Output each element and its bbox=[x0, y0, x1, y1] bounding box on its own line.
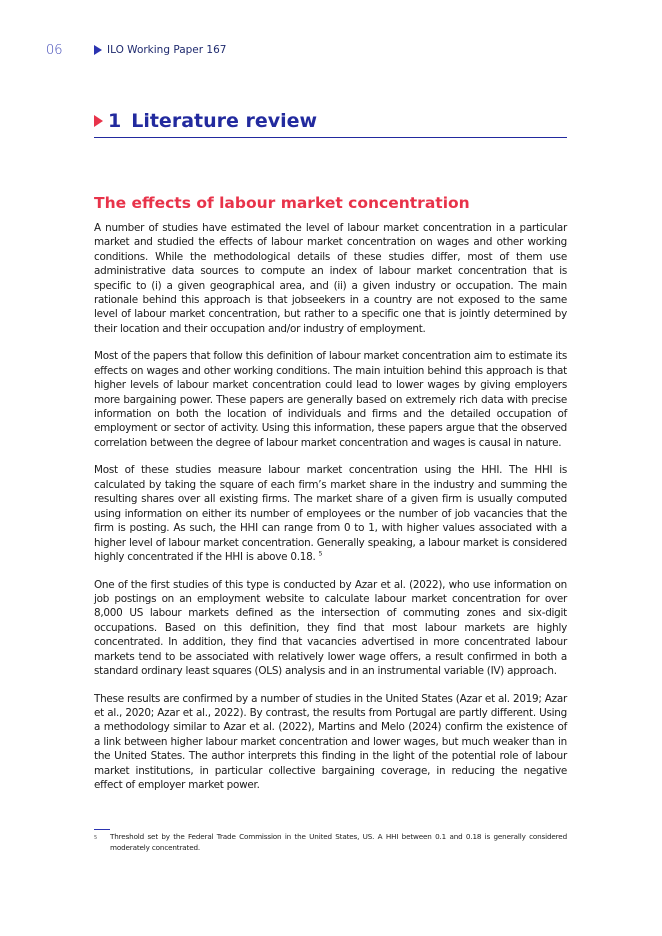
paragraph: One of the first studies of this type is conducted by Azar et al. (2022), who use information on job postings on an employment website to calculate labour market concentration for over 8,000 US labour markets defined as the intersection of commuting zones and six-digit occupations. Based on this definition, they find that most labour markets are highly concentrated. In addition, they find that vacancies advertised in more concentrated labour markets tend to be associated with relatively lower wage offers, a result confirmed in both a standard ordinary least squares (OLS) analysis and in an instrumental variable (IV) approach. bbox=[94, 578, 567, 677]
page-number: 06 bbox=[46, 43, 63, 58]
chapter-number: 1 bbox=[108, 110, 122, 132]
chapter-divider bbox=[94, 137, 567, 138]
triangle-bullet-icon bbox=[94, 45, 102, 55]
running-title: ILO Working Paper 167 bbox=[107, 44, 227, 56]
footnote bbox=[94, 832, 567, 853]
paragraph: Most of the papers that follow this definition of labour market concentration aim to estimate its effects on wages and other working conditions. The main intuition behind this approach is that higher levels of labour market concentration could lead to lower wages by giving employers more bargaining power. These papers are generally based on extremely rich data with precise information on both the location of individuals and firms and the detailed occupation of employment or sector of activity. Using this information, these papers argue that the observed correlation between the degree of labour market concentration and wages is causal in nature. bbox=[94, 350, 567, 449]
paragraph-text: Most of these studies measure labour market concentration using the HHI. The HHI is calculated by taking the square of each firm’s market share in the industry and summing the resulting shares over all existing firms. The market share of a given firm is usually computed using information on either its number of employees or the number of job vacancies that the firm is posting. As such, the HHI can range from 0 to 1, with higher values associated with a higher level of labour market concentration. Generally speaking, a labour market is considered highly concentrated if the HHI is above 0.18. bbox=[94, 464, 567, 563]
chapter-heading bbox=[94, 109, 567, 138]
footnote-mark: 5 bbox=[94, 835, 98, 841]
footnote-text: Threshold set by the Federal Trade Commission in the United States, US. A HHI between 0.1 and 0.18 is generally considered moderately concentrated. bbox=[110, 832, 567, 852]
body-text bbox=[94, 221, 567, 806]
paragraph: A number of studies have estimated the level of labour market concentration in a particular market and studied the effects of labour market concentration on wages and other working conditions. While the methodological details of these studies differ, most of them use administrative data sources to compute an index of labour market concentration that is specific to (i) a given geographical area, and (ii) a given industry or occupation. The main rationale behind this approach is that jobseekers in a country are not exposed to the same level of labour market concentration, but rather to a specific one that is jointly determined by their location and their occupation and/or industry of employment. bbox=[94, 222, 567, 335]
chapter-title: Literature review bbox=[131, 110, 318, 132]
paragraph: These results are confirmed by a number of studies in the United States (Azar et al. 2019; Azar et al., 2020; Azar et al., 2022). By contrast, the results from Portugal are partly different. Using a methodology similar to Azar et al. (2022), Martins and Melo (2024) confirm the existence of a link between higher labour market concentration and lower wages, but much weaker than in the United States. The author interprets this finding in the light of the potential role of labour market institutions, in particular collective bargaining coverage, in reducing the negative effect of employer market power. bbox=[94, 692, 567, 791]
footnote-divider bbox=[94, 829, 110, 830]
triangle-bullet-icon bbox=[94, 115, 103, 127]
running-header bbox=[94, 44, 226, 56]
paragraph bbox=[94, 463, 567, 564]
footnote-reference[interactable]: 5 bbox=[318, 550, 323, 558]
section-title: The effects of labour market concentration bbox=[94, 194, 470, 212]
